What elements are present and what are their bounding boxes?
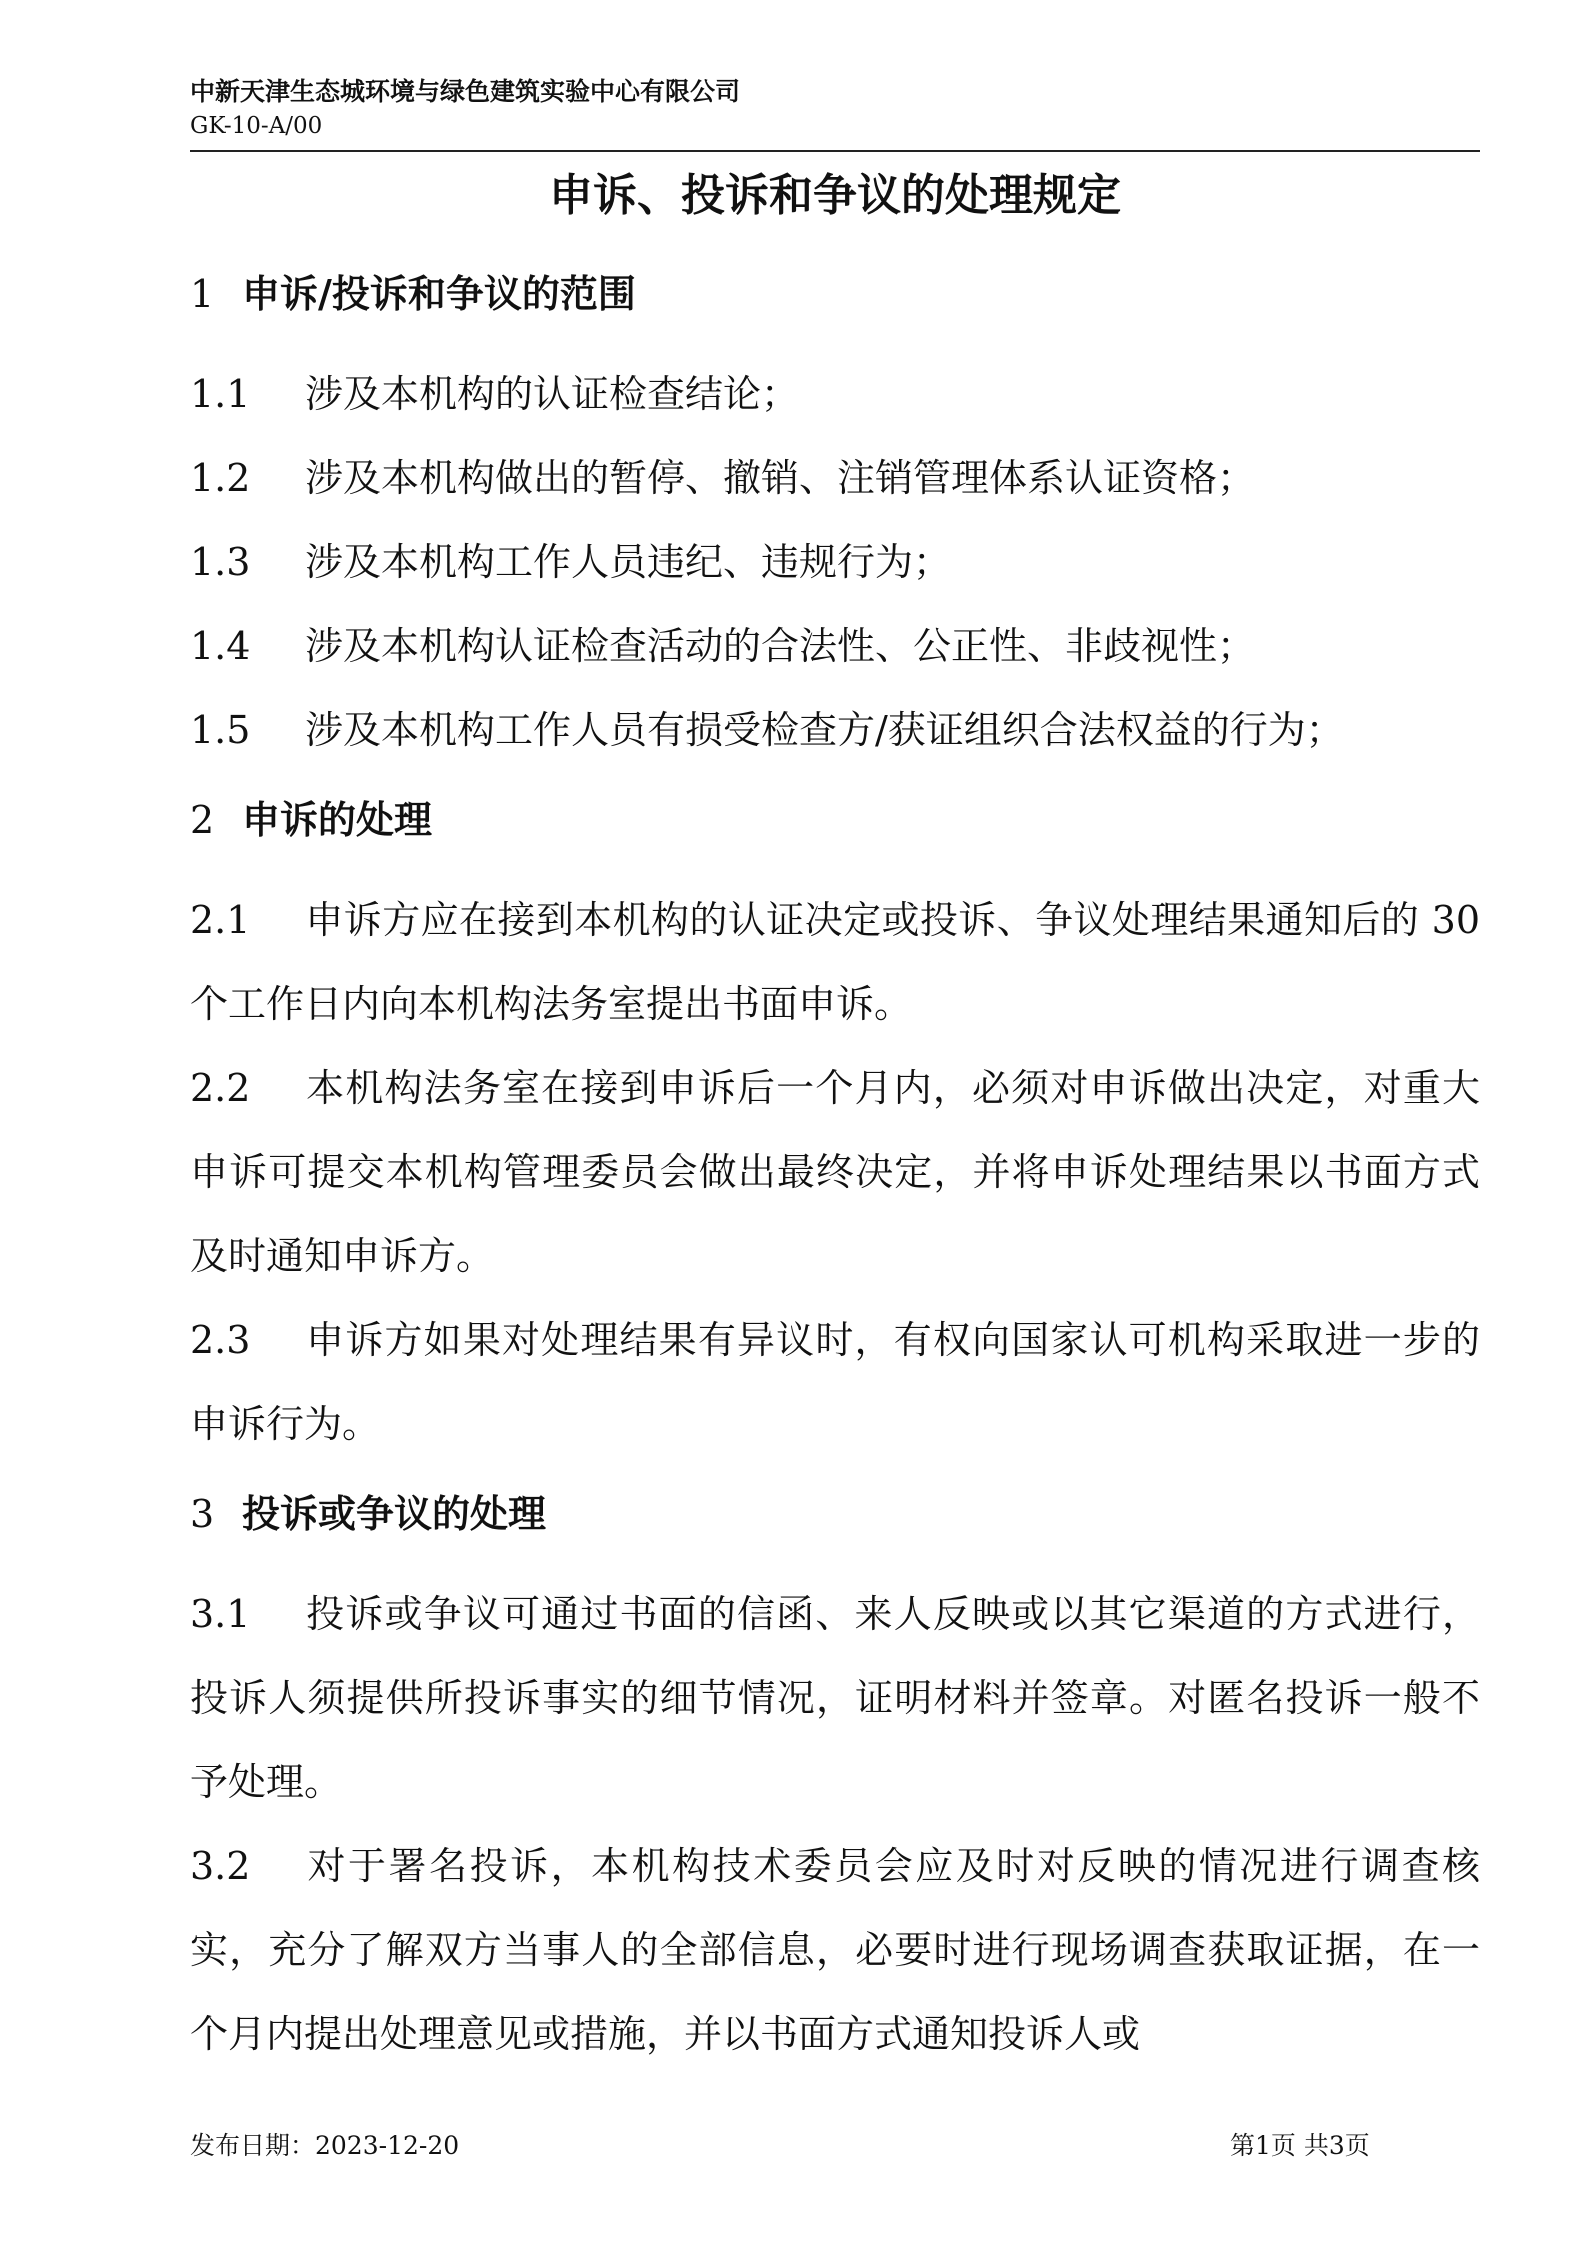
section-title: 申诉/投诉和争议的范围 (242, 271, 636, 316)
paragraph (190, 878, 1480, 1046)
list-item (190, 436, 1480, 520)
section-3-items (190, 1572, 1480, 2076)
section-number: 1 (190, 272, 215, 316)
item-text: 涉及本机构工作人员违纪、违规行为； (305, 540, 952, 584)
section-title: 申诉的处理 (242, 797, 433, 842)
item-number: 2.1 (190, 898, 251, 942)
item-text: 涉及本机构的认证检查结论； (305, 372, 800, 416)
section-number: 3 (190, 1492, 215, 1536)
item-text: 涉及本机构认证检查活动的合法性、公正性、非歧视性； (305, 624, 1256, 668)
item-number: 1.3 (190, 540, 251, 584)
item-text: 对于署名投诉，本机构技术委员会应及时对反映的情况进行调查核实，充分了解双方当事人的全部信息，必要时进行现场调查获取证据，在一个月内提出处理意见或措施，并以书面方式通知投诉人或 (190, 1844, 1480, 2056)
list-item (190, 604, 1480, 688)
section-2-heading (190, 792, 1480, 848)
list-item (190, 352, 1480, 436)
paragraph (190, 1572, 1480, 1824)
item-number: 1.2 (190, 456, 251, 500)
section-1-items (190, 352, 1480, 772)
document-title: 申诉、投诉和争议的处理规定 (549, 170, 1121, 221)
organization-name: 中新天津生态城环境与绿色建筑实验中心有限公司 (190, 77, 741, 106)
item-text: 申诉方如果对处理结果有异议时，有权向国家认可机构采取进一步的申诉行为。 (190, 1318, 1480, 1446)
item-number: 3.1 (190, 1592, 251, 1636)
item-text: 申诉方应在接到本机构的认证决定或投诉、争议处理结果通知后的 30 个工作日内向本机构法务室提出书面申诉。 (190, 898, 1480, 1026)
document-header (190, 74, 1480, 142)
section-title: 投诉或争议的处理 (242, 1491, 547, 1536)
document-body (190, 266, 1480, 2096)
item-number: 3.2 (190, 1844, 251, 1888)
paragraph (190, 1298, 1480, 1466)
section-2-items (190, 878, 1480, 1466)
section-1-heading (190, 266, 1480, 322)
section-3-heading (190, 1486, 1480, 1542)
list-item (190, 520, 1480, 604)
list-item (190, 688, 1480, 772)
paragraph (190, 1046, 1480, 1298)
item-number: 1.4 (190, 624, 251, 668)
paragraph (190, 1824, 1480, 2076)
publish-date: 发布日期：2023-12-20 (190, 2131, 460, 2160)
section-number: 2 (190, 798, 215, 842)
item-number: 1.5 (190, 708, 251, 752)
item-text: 涉及本机构做出的暂停、撤销、注销管理体系认证资格； (305, 456, 1256, 500)
document-code: GK-10-A/00 (190, 113, 323, 139)
item-text: 涉及本机构工作人员有损受检查方/获证组织合法权益的行为； (305, 708, 1344, 752)
page-number: 第1页 共3页 (1230, 2131, 1370, 2160)
item-number: 2.2 (190, 1066, 251, 1110)
item-number: 2.3 (190, 1318, 251, 1362)
item-text: 本机构法务室在接到申诉后一个月内，必须对申诉做出决定，对重大申诉可提交本机构管理委员会做出最终决定，并将申诉处理结果以书面方式及时通知申诉方。 (190, 1066, 1480, 1278)
item-text: 投诉或争议可通过书面的信函、来人反映或以其它渠道的方式进行，投诉人须提供所投诉事实的细节情况，证明材料并签章。对匿名投诉一般不予处理。 (190, 1592, 1480, 1804)
header-divider (190, 150, 1480, 152)
item-number: 1.1 (190, 372, 251, 416)
